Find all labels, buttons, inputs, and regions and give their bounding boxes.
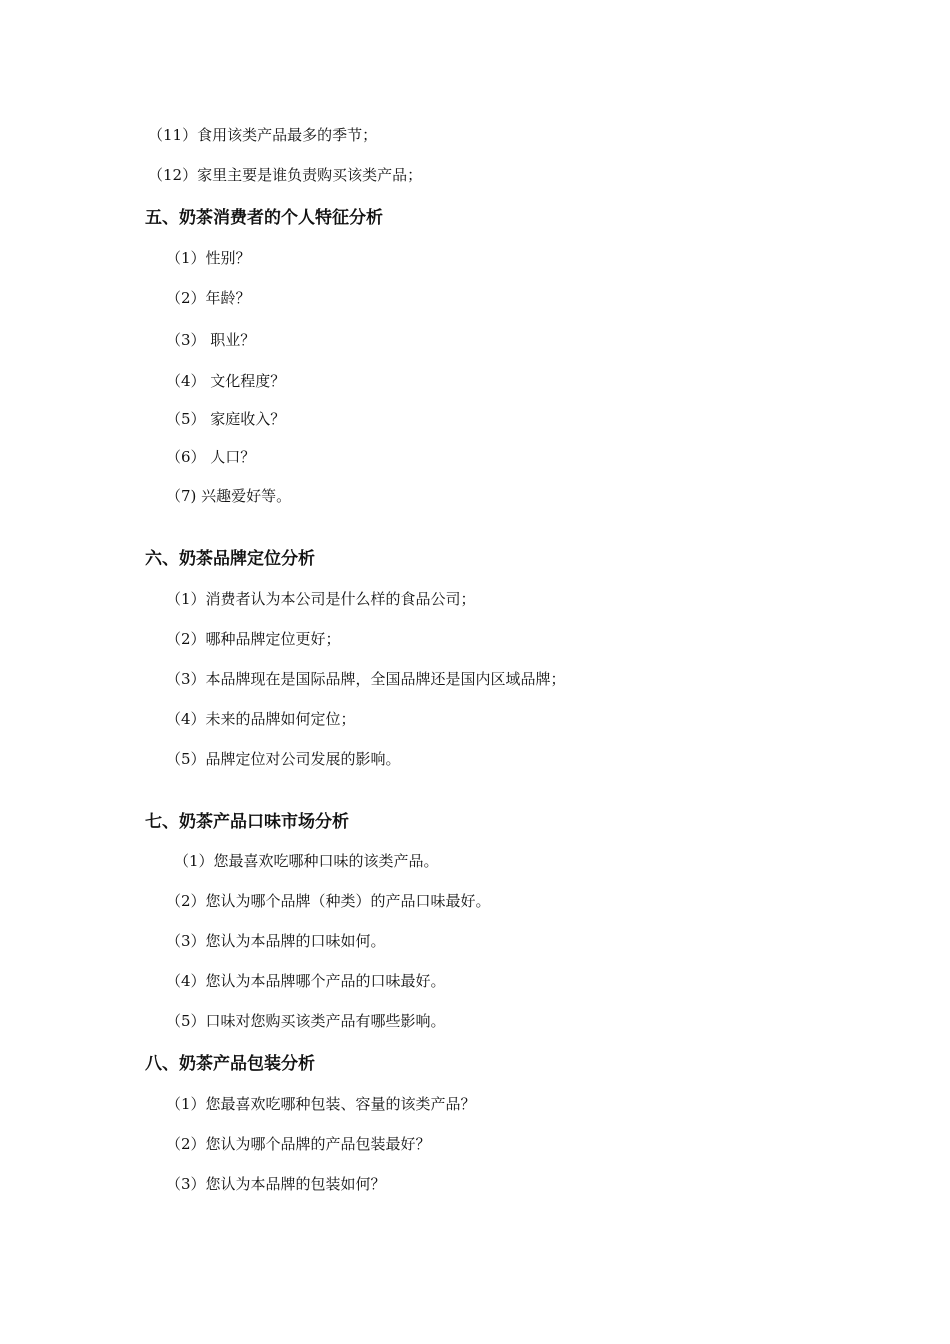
list-item: （4） 文化程度？ <box>166 372 286 390</box>
list-item: （5）口味对您购买该类产品有哪些影响。 <box>166 1012 446 1030</box>
list-item: （11）食用该类产品最多的季节； <box>148 126 378 144</box>
section-heading-6: 六、奶茶品牌定位分析 <box>145 549 315 569</box>
list-item: （3）您认为本品牌的口味如何。 <box>166 932 386 950</box>
section-heading-5: 五、奶茶消费者的个人特征分析 <box>145 208 383 228</box>
list-item: （1）消费者认为本公司是什么样的食品公司； <box>166 590 476 608</box>
list-item: （1）性别？ <box>166 249 251 267</box>
section-heading-7: 七、奶茶产品口味市场分析 <box>145 812 349 832</box>
list-item: （4）未来的品牌如何定位； <box>166 710 356 728</box>
list-item: （3）您认为本品牌的包装如何？ <box>166 1175 386 1193</box>
section-heading-8: 八、奶茶产品包装分析 <box>145 1054 315 1074</box>
list-item: （3）本品牌现在是国际品牌，全国品牌还是国内区域品牌； <box>166 670 566 688</box>
list-item: （2）您认为哪个品牌（种类）的产品口味最好。 <box>166 892 491 910</box>
list-item: （1）您最喜欢吃哪种口味的该类产品。 <box>174 852 439 870</box>
list-item: （5） 家庭收入？ <box>166 410 286 428</box>
list-item: （3） 职业？ <box>166 331 256 349</box>
list-item: （7) 兴趣爱好等。 <box>166 487 292 505</box>
list-item: （6） 人口？ <box>166 448 256 466</box>
list-item: （5）品牌定位对公司发展的影响。 <box>166 750 401 768</box>
list-item: （4）您认为本品牌哪个产品的口味最好。 <box>166 972 446 990</box>
list-item: （2）您认为哪个品牌的产品包装最好？ <box>166 1135 431 1153</box>
list-item: （1）您最喜欢吃哪种包装、容量的该类产品？ <box>166 1095 476 1113</box>
list-item: （2）哪种品牌定位更好； <box>166 630 341 648</box>
list-item: （2）年龄？ <box>166 289 251 307</box>
list-item: （12）家里主要是谁负责购买该类产品； <box>148 166 423 184</box>
